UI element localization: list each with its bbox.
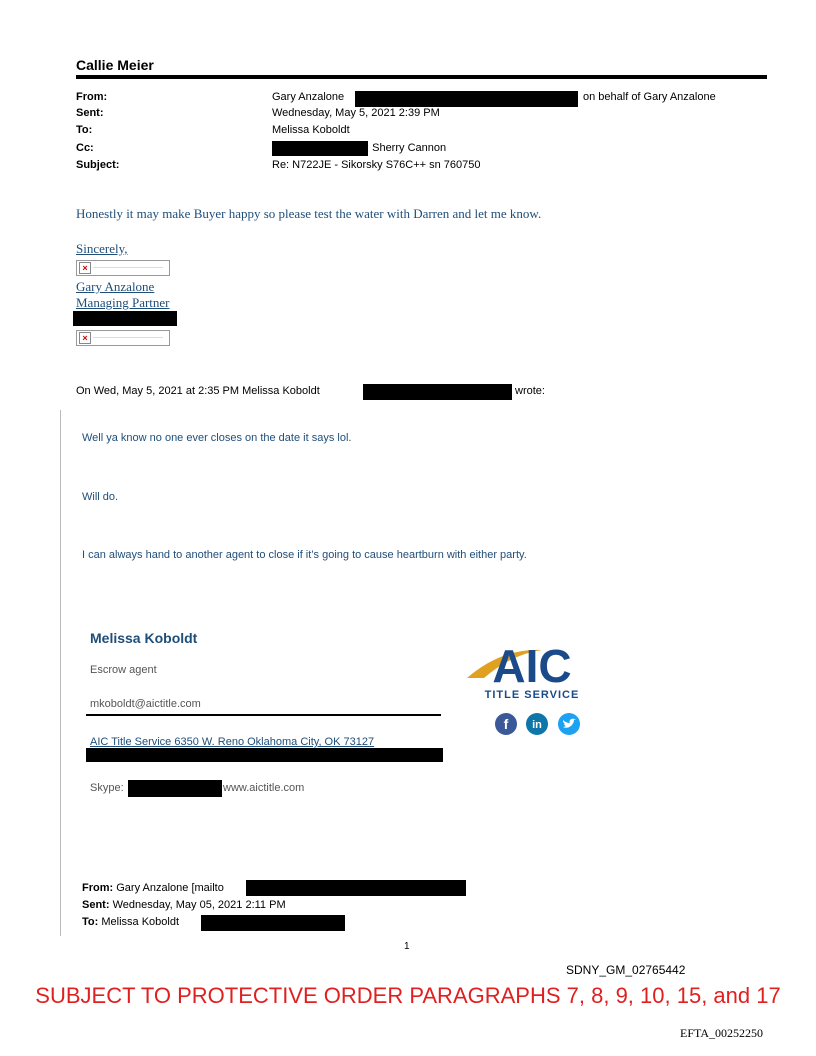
page-number: 1 — [404, 941, 410, 952]
redaction-block — [86, 748, 443, 762]
sender-name: Gary Anzalone — [76, 279, 155, 294]
sent-label: Sent: — [76, 107, 104, 119]
linkedin-icon[interactable] — [526, 713, 548, 735]
website-link[interactable]: www.aictitle.com — [223, 782, 305, 794]
redaction-block — [363, 384, 512, 400]
from-value-suffix: on behalf of Gary Anzalone — [583, 91, 716, 103]
forwarded-sent-value: Wednesday, May 05, 2021 2:11 PM — [112, 899, 286, 911]
quoted-line: I can always hand to another agent to close if it’s going to cause heartburn with either party. — [82, 549, 527, 561]
forwarded-sent-label: Sent: — [82, 899, 110, 911]
forwarded-from-value: Gary Anzalone [mailto — [116, 882, 224, 894]
protective-order-notice: SUBJECT TO PROTECTIVE ORDER PARAGRAPHS 7, 8, 9, 10, 15, and 17 — [35, 983, 781, 1008]
broken-image-icon: × — [76, 330, 170, 346]
efta-number: EFTA_00252250 — [680, 1026, 764, 1040]
redaction-block — [246, 880, 466, 896]
aic-logo — [462, 638, 602, 702]
bates-number: SDNY_GM_02765442 — [566, 963, 686, 977]
signature-divider — [86, 714, 441, 716]
sent-value: Wednesday, May 5, 2021 2:39 PM — [272, 107, 440, 119]
forwarded-to-label: To: — [82, 916, 99, 928]
redaction-block — [201, 915, 345, 931]
quoted-line: Well ya know no one ever closes on the date it says lol. — [82, 432, 352, 444]
subject-value: Re: N722JE - Sikorsky S76C++ sn 760750 — [272, 159, 481, 171]
forwarded-to-value: Melissa Koboldt — [101, 916, 180, 928]
signature-email: mkoboldt@aictitle.com — [90, 698, 201, 710]
quote-intro-suffix: wrote: — [515, 385, 545, 397]
social-icons — [494, 712, 586, 736]
facebook-icon[interactable] — [495, 713, 517, 735]
from-value-prefix: Gary Anzalone — [272, 91, 345, 103]
redaction-block — [355, 91, 578, 107]
redaction-block — [272, 141, 368, 156]
forwarded-from-label: From: — [82, 882, 114, 894]
mailbox-owner: Callie Meier — [76, 57, 154, 73]
twitter-icon[interactable] — [558, 713, 580, 735]
cc-label: Cc: — [76, 142, 94, 154]
to-value: Melissa Koboldt — [272, 124, 350, 136]
subject-label: Subject: — [76, 159, 120, 171]
forwarded-to — [82, 916, 179, 928]
signature-name: Melissa Koboldt — [90, 630, 198, 646]
quote-bar — [60, 410, 61, 936]
quote-intro-prefix: On Wed, May 5, 2021 at 2:35 PM Melissa Koboldt — [76, 385, 320, 397]
signoff: Sincerely, — [76, 241, 128, 256]
cc-value: ; Sherry Cannon — [366, 142, 447, 154]
from-label: From: — [76, 91, 108, 103]
redaction-block — [73, 311, 177, 326]
quoted-line: Will do. — [82, 491, 119, 503]
aic-logo-icon — [462, 638, 602, 702]
signature-address[interactable]: AIC Title Service 6350 W. Reno Oklahoma City, OK 73127 — [90, 736, 375, 748]
header-rule — [76, 75, 767, 79]
sender-title: Managing Partner — [76, 295, 170, 310]
redaction-block — [128, 780, 222, 797]
forwarded-from — [82, 882, 224, 894]
signature-role: Escrow agent — [90, 664, 157, 676]
svg-text:f: f — [503, 716, 509, 732]
broken-image-icon: × — [76, 260, 170, 276]
body-line: Honestly it may make Buyer happy so please test the water with Darren and let me know. — [76, 206, 542, 221]
aic-logo-text: AIC — [492, 640, 572, 692]
aic-logo-subtext: TITLE SERVICE — [484, 689, 580, 701]
forwarded-sent — [82, 899, 286, 911]
skype-label: Skype: — [90, 782, 124, 794]
svg-text:in: in — [532, 719, 542, 731]
to-label: To: — [76, 124, 93, 136]
